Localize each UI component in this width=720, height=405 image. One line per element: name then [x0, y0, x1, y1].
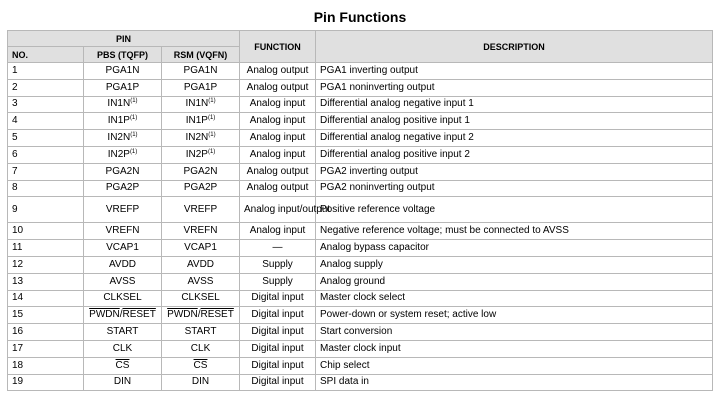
pin-name-rsm: START	[184, 326, 217, 338]
pin-number-cell	[8, 130, 84, 147]
pin-name-pbs-cell	[84, 374, 162, 391]
footnote-marker: (1)	[207, 115, 216, 122]
table-row	[8, 324, 713, 341]
table-row	[8, 223, 713, 240]
pin-name-rsm-cell	[162, 256, 240, 273]
pin-number: 15	[12, 309, 24, 321]
pin-function: —	[272, 242, 283, 254]
pin-name-rsm: CLK	[190, 342, 211, 354]
pin-name-rsm-cell	[162, 290, 240, 307]
function-cell	[240, 63, 316, 80]
function-cell	[240, 240, 316, 257]
pin-description: Analog bypass capacitor	[320, 242, 429, 254]
description-cell	[316, 130, 713, 147]
pin-name-rsm: $\overline{CS}$	[193, 359, 208, 371]
pin-number-cell	[8, 146, 84, 163]
pin-name-pbs: IN1N	[107, 98, 131, 110]
pin-description: Master clock input	[320, 342, 401, 354]
pin-name-rsm-cell	[162, 340, 240, 357]
pin-name-pbs-cell	[84, 63, 162, 80]
pin-name-pbs-cell	[84, 324, 162, 341]
function-cell	[240, 197, 331, 223]
pin-number-cell	[8, 374, 84, 391]
pin-function: Digital input	[251, 359, 304, 371]
pin-name-pbs: CLKSEL	[103, 292, 142, 304]
pin-name-rsm: CLKSEL	[181, 292, 220, 304]
pin-name-pbs: DIN	[113, 376, 132, 388]
pin-number-cell	[8, 113, 84, 130]
pin-function: Analog output	[246, 182, 309, 194]
pin-name-rsm: VCAP1	[184, 242, 217, 254]
pin-name-rsm: IN1N	[185, 98, 209, 110]
pin-function: Analog input	[249, 98, 306, 110]
description-cell	[316, 290, 713, 307]
pin-number-cell	[8, 307, 84, 324]
pin-description: Start conversion	[320, 326, 393, 338]
pin-number: 13	[12, 275, 24, 287]
pin-name-rsm-cell	[162, 357, 240, 374]
pin-number-cell	[8, 357, 84, 374]
pin-function: Analog input	[249, 225, 306, 237]
header-row-top	[8, 31, 713, 47]
footnote-marker: (1)	[129, 148, 138, 155]
pin-name-rsm-cell	[162, 240, 240, 257]
table-row	[8, 307, 713, 324]
pin-description: Differential analog negative input 1	[320, 98, 474, 110]
pin-function: Supply	[262, 258, 293, 270]
pin-number-cell	[8, 340, 84, 357]
table-row	[8, 113, 713, 130]
pin-name-pbs: IN1P	[107, 115, 130, 127]
header-pbs: PBS (TQFP)	[84, 47, 162, 63]
function-cell	[240, 340, 316, 357]
table-row	[8, 240, 713, 257]
pin-number-cell	[8, 256, 84, 273]
table-row	[8, 374, 713, 391]
pin-number-cell	[8, 223, 84, 240]
pin-name-pbs-cell	[84, 340, 162, 357]
pin-number-cell	[8, 63, 84, 80]
pin-function: Supply	[262, 275, 293, 287]
pin-description: PGA2 inverting output	[320, 165, 418, 177]
description-cell	[316, 307, 713, 324]
function-cell	[240, 223, 316, 240]
pin-name-rsm: PGA2P	[183, 182, 218, 194]
header-no: NO.	[8, 47, 84, 63]
function-cell	[240, 273, 316, 290]
pin-number-cell	[8, 324, 84, 341]
pin-name-pbs: IN2N	[107, 132, 131, 144]
pin-number: 7	[12, 165, 18, 177]
table-row	[8, 63, 713, 80]
footnote-marker: (1)	[207, 148, 216, 155]
pin-name-rsm: PGA1P	[183, 81, 218, 93]
pin-number: 18	[12, 359, 24, 371]
pin-number: 6	[12, 148, 18, 160]
table-row	[8, 256, 713, 273]
pin-number: 10	[12, 225, 24, 237]
pin-name-pbs: PGA1P	[105, 81, 140, 93]
description-cell	[316, 146, 713, 163]
description-cell	[316, 340, 713, 357]
pin-name-pbs: PWDN/RESET	[89, 309, 156, 321]
pin-description: Analog ground	[320, 275, 386, 287]
pin-name-pbs: PGA1N	[105, 64, 140, 76]
pin-name-pbs: VREFP	[105, 203, 140, 215]
pin-name-rsm-cell	[162, 197, 240, 223]
description-cell	[316, 163, 713, 180]
pin-number: 19	[12, 376, 24, 388]
function-cell	[240, 357, 316, 374]
function-cell	[240, 146, 316, 163]
pin-name-pbs-cell	[84, 163, 162, 180]
pin-name-rsm-cell	[162, 324, 240, 341]
table-row	[8, 96, 713, 113]
pin-name-rsm: VREFP	[183, 203, 218, 215]
pin-name-pbs-cell	[84, 146, 162, 163]
table-row	[8, 273, 713, 290]
pin-name-pbs: AVSS	[109, 275, 136, 287]
pin-description: PGA1 inverting output	[320, 64, 418, 76]
table-row	[8, 290, 713, 307]
pin-description: Chip select	[320, 359, 370, 371]
description-cell	[316, 240, 713, 257]
pin-number: 3	[12, 98, 18, 110]
footnote-marker: (1)	[129, 115, 138, 122]
pin-name-pbs-cell	[84, 113, 162, 130]
pin-name-rsm-cell	[162, 163, 240, 180]
pin-number: 17	[12, 342, 24, 354]
pin-function: Analog output	[246, 81, 309, 93]
table-row	[8, 163, 713, 180]
table-row	[8, 197, 713, 223]
pin-name-rsm: VREFN	[183, 225, 218, 237]
pin-number-cell	[8, 290, 84, 307]
pin-name-pbs-cell	[84, 357, 162, 374]
description-cell	[316, 223, 713, 240]
pin-description: PGA1 noninverting output	[320, 81, 435, 93]
pin-number: 9	[12, 203, 18, 215]
pin-description: PGA2 noninverting output	[320, 182, 435, 194]
pin-name-rsm-cell	[162, 180, 240, 197]
footnote-marker: (1)	[208, 98, 216, 105]
pin-name-pbs: VREFN	[105, 225, 140, 237]
pin-name-pbs: PGA2N	[105, 165, 140, 177]
pin-function: Analog input/output	[244, 203, 331, 215]
description-cell	[316, 256, 713, 273]
pin-name-rsm: DIN	[191, 376, 210, 388]
pin-number: 8	[12, 182, 18, 194]
pin-number-cell	[8, 79, 84, 96]
pin-name-rsm-cell	[162, 113, 240, 130]
pin-number: 14	[12, 292, 24, 304]
pin-number: 4	[12, 115, 18, 127]
pin-name-pbs-cell	[84, 290, 162, 307]
function-cell	[240, 180, 316, 197]
table-row	[8, 79, 713, 96]
pin-name-rsm: IN2P	[185, 148, 208, 160]
function-cell	[240, 256, 316, 273]
pin-number: 12	[12, 258, 24, 270]
header-function: FUNCTION	[240, 31, 316, 63]
pin-name-rsm-cell	[162, 130, 240, 147]
table-row	[8, 357, 713, 374]
pin-number: 5	[12, 132, 18, 144]
pin-name-pbs-cell	[84, 96, 162, 113]
description-cell	[316, 180, 713, 197]
pin-name-pbs-cell	[84, 223, 162, 240]
pin-description: Analog supply	[320, 258, 383, 270]
function-cell	[240, 130, 316, 147]
pin-function: Analog input	[249, 132, 306, 144]
header-rsm: RSM (VQFN)	[162, 47, 240, 63]
description-cell	[316, 273, 713, 290]
pin-number: 2	[12, 81, 18, 93]
description-cell	[316, 197, 713, 223]
description-cell	[316, 357, 713, 374]
pin-number-cell	[8, 240, 84, 257]
pin-name-pbs-cell	[84, 273, 162, 290]
description-cell	[316, 63, 713, 80]
pin-number: 11	[12, 242, 23, 254]
pin-name-rsm: PGA2N	[183, 165, 218, 177]
pin-name-rsm-cell	[162, 146, 240, 163]
pin-number-cell	[8, 273, 84, 290]
pin-name-rsm: IN2N	[185, 132, 209, 144]
pin-description: Master clock select	[320, 292, 406, 304]
pin-name-rsm-cell	[162, 63, 240, 80]
pin-name-pbs: IN2P	[107, 148, 130, 160]
pin-description: SPI data in	[320, 376, 369, 388]
pin-name-rsm-cell	[162, 223, 240, 240]
pin-name-pbs-cell	[84, 240, 162, 257]
pin-number-cell	[8, 180, 84, 197]
pin-name-pbs-cell	[84, 180, 162, 197]
pin-function: Digital input	[251, 292, 304, 304]
table-row	[8, 146, 713, 163]
pin-name-rsm-cell	[162, 374, 240, 391]
pin-function: Digital input	[251, 376, 304, 388]
pin-name-pbs-cell	[84, 79, 162, 96]
pin-description: Negative reference voltage; must be connected to AVSS	[320, 225, 569, 237]
pin-function: Digital input	[251, 342, 304, 354]
description-cell	[316, 96, 713, 113]
pin-function: Digital input	[251, 309, 304, 321]
pin-name-pbs: CLK	[112, 342, 133, 354]
pin-description: Differential analog negative input 2	[320, 132, 474, 144]
pin-name-pbs-cell	[84, 130, 162, 147]
description-cell	[316, 324, 713, 341]
pin-name-rsm: AVSS	[187, 275, 214, 287]
pin-functions-table	[7, 30, 713, 391]
footnote-marker: (1)	[130, 98, 138, 105]
pin-description: Differential analog positive input 2	[320, 148, 470, 160]
pin-name-pbs: START	[106, 326, 139, 338]
header-pin: PIN	[8, 31, 240, 47]
description-cell	[316, 79, 713, 96]
pin-number: 16	[12, 326, 24, 338]
pin-name-pbs-cell	[84, 307, 162, 324]
pin-name-rsm: AVDD	[186, 258, 215, 270]
pin-name-rsm-cell	[162, 79, 240, 96]
pin-name-pbs: VCAP1	[106, 242, 139, 254]
pin-name-pbs-cell	[84, 197, 162, 223]
pin-name-rsm: IN1P	[185, 115, 208, 127]
table-title: Pin Functions	[313, 9, 407, 25]
pin-name-rsm: PWDN/RESET	[167, 309, 234, 321]
pin-function: Analog input	[249, 115, 306, 127]
pin-description: Positive reference voltage	[320, 203, 436, 215]
function-cell	[240, 374, 316, 391]
pin-name-rsm: PGA1N	[183, 64, 218, 76]
pin-function: Analog input	[249, 148, 306, 160]
pin-number-cell	[8, 96, 84, 113]
pin-name-rsm-cell	[162, 96, 240, 113]
pin-description: Differential analog positive input 1	[320, 115, 470, 127]
pin-number: 1	[12, 64, 18, 76]
table-row	[8, 180, 713, 197]
pin-function: Analog output	[246, 165, 309, 177]
pin-name-rsm-cell	[162, 307, 240, 324]
header-description: DESCRIPTION	[316, 31, 713, 63]
pin-description: Power-down or system reset; active low	[320, 309, 497, 321]
table-row	[8, 130, 713, 147]
function-cell	[240, 307, 316, 324]
pin-name-pbs: AVDD	[108, 258, 137, 270]
pin-function: Analog output	[246, 64, 309, 76]
function-cell	[240, 113, 316, 130]
pin-name-rsm-cell	[162, 273, 240, 290]
footnote-marker: (1)	[130, 132, 138, 139]
function-cell	[240, 163, 316, 180]
pin-name-pbs: $\overline{CS}$	[115, 359, 130, 371]
footnote-marker: (1)	[208, 132, 216, 139]
function-cell	[240, 290, 316, 307]
function-cell	[240, 79, 316, 96]
description-cell	[316, 113, 713, 130]
table-row	[8, 340, 713, 357]
function-cell	[240, 96, 316, 113]
pin-name-pbs-cell	[84, 256, 162, 273]
pin-number-cell	[8, 163, 84, 180]
description-cell	[316, 374, 713, 391]
pin-name-pbs: PGA2P	[105, 182, 140, 194]
pin-number-cell	[8, 197, 84, 223]
pin-function: Digital input	[251, 326, 304, 338]
function-cell	[240, 324, 316, 341]
